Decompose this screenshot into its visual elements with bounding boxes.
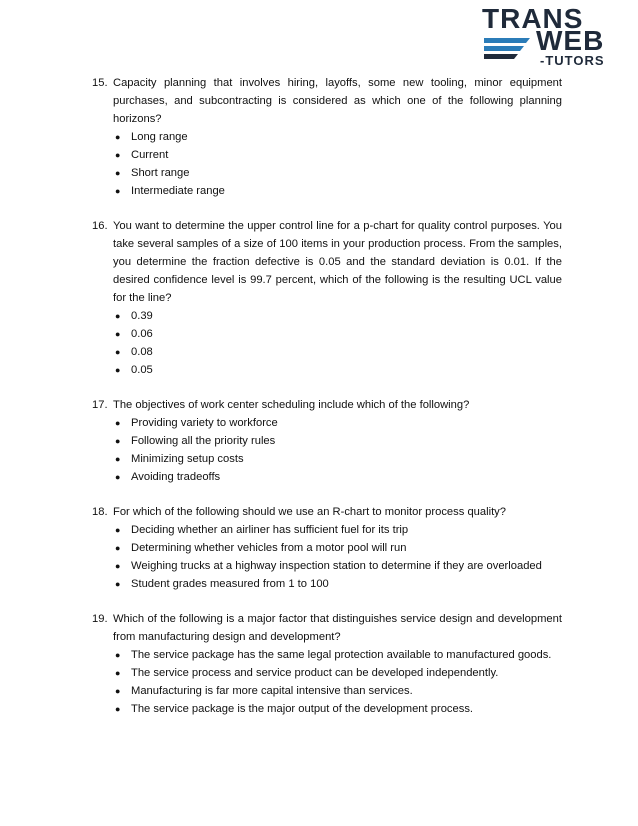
bullet-icon: ● (115, 579, 121, 589)
answer-options (92, 414, 562, 486)
answer-option-text: The service package has the same legal protection available to manufactured goods. (131, 649, 552, 661)
answer-option (113, 682, 562, 700)
bullet-icon: ● (115, 436, 121, 446)
answer-option-text: Minimizing setup costs (131, 453, 244, 465)
answer-option (113, 432, 562, 450)
bullet-icon: ● (115, 561, 121, 571)
answer-option-text: Short range (131, 167, 190, 179)
answer-option (113, 325, 562, 343)
question-number: 19. (92, 613, 108, 625)
answer-option-text: 0.05 (131, 364, 153, 376)
answer-option-text: The service package is the major output of the development process. (131, 703, 474, 715)
question-text: Capacity planning that involves hiring, layoffs, some new tooling, minor equipment purchases, and subcontracting is considered as which one of the following planning horizons? (113, 77, 562, 125)
question-17 (92, 396, 562, 486)
answer-option (113, 182, 562, 200)
answer-options (92, 521, 562, 593)
question-text: You want to determine the upper control line for a p-chart for quality control purposes. You take several samples of a size of 100 items in your production process. From the samples, you determine the fraction defective is 0.05 and the standard deviation is 0.01. If the desired confidence level is 99.7 percent, which of the following is the resulting UCL value for the line? (113, 220, 562, 304)
answer-option-text: Determining whether vehicles from a motor pool will run (131, 542, 407, 554)
bullet-icon: ● (115, 418, 121, 428)
answer-option (113, 414, 562, 432)
question-text: For which of the following should we use an R-chart to monitor process quality? (113, 506, 506, 518)
answer-option-text: Providing variety to workforce (131, 417, 278, 429)
answer-option (113, 539, 562, 557)
logo-line-2: WEB (536, 25, 605, 56)
answer-option (113, 664, 562, 682)
answer-option-text: Deciding whether an airliner has sufficient fuel for its trip (131, 524, 409, 536)
bullet-icon: ● (115, 704, 121, 714)
bullet-icon: ● (115, 168, 121, 178)
question-19 (92, 610, 562, 718)
answer-option-text: Long range (131, 131, 188, 143)
answer-option (113, 468, 562, 486)
answer-option-text: Manufacturing is far more capital intensive than services. (131, 685, 413, 697)
answer-option-text: Student grades measured from 1 to 100 (131, 578, 329, 590)
logo-line-3: -TUTORS (540, 53, 605, 68)
answer-option-text: Avoiding tradeoffs (131, 471, 221, 483)
bullet-icon: ● (115, 311, 121, 321)
answer-option (113, 521, 562, 539)
logo-line-1: TRANS (482, 3, 584, 34)
answer-option (113, 700, 562, 718)
bullet-icon: ● (115, 365, 121, 375)
bullet-icon: ● (115, 347, 121, 357)
answer-options (92, 646, 562, 718)
answer-option-text: 0.08 (131, 346, 153, 358)
bullet-icon: ● (115, 472, 121, 482)
answer-option (113, 343, 562, 361)
question-number: 17. (92, 399, 108, 411)
answer-option (113, 557, 562, 575)
question-number: 15. (92, 77, 108, 89)
answer-option (113, 146, 562, 164)
bullet-icon: ● (115, 132, 121, 142)
question-18 (92, 503, 562, 593)
question-number: 16. (92, 220, 108, 232)
answer-option-text: The service process and service product can be developed independently. (131, 667, 499, 679)
question-list (92, 74, 562, 735)
answer-option (113, 646, 562, 664)
answer-option-text: Current (131, 149, 169, 161)
question-16 (92, 217, 562, 379)
answer-option (113, 164, 562, 182)
answer-option-text: Intermediate range (131, 185, 225, 197)
question-number: 18. (92, 506, 108, 518)
answer-option (113, 307, 562, 325)
bullet-icon: ● (115, 650, 121, 660)
answer-option-text: 0.39 (131, 310, 153, 322)
bullet-icon: ● (115, 543, 121, 553)
answer-option (113, 361, 562, 379)
answer-option-text: 0.06 (131, 328, 153, 340)
question-text: The objectives of work center scheduling include which of the following? (113, 399, 470, 411)
bullet-icon: ● (115, 668, 121, 678)
logo-swoosh-icon (484, 38, 530, 59)
bullet-icon: ● (115, 329, 121, 339)
question-15 (92, 74, 562, 200)
answer-option (113, 575, 562, 593)
bullet-icon: ● (115, 686, 121, 696)
answer-option-text: Weighing trucks at a highway inspection station to determine if they are overloaded (131, 560, 542, 572)
bullet-icon: ● (115, 454, 121, 464)
transweb-tutors-logo (470, 2, 636, 68)
bullet-icon: ● (115, 186, 121, 196)
question-text: Which of the following is a major factor that distinguishes service design and development from manufacturing design and development? (113, 613, 562, 643)
answer-option (113, 128, 562, 146)
answer-option-text: Following all the priority rules (131, 435, 276, 447)
bullet-icon: ● (115, 150, 121, 160)
answer-option (113, 450, 562, 468)
answer-options (92, 128, 562, 200)
answer-options (92, 307, 562, 379)
bullet-icon: ● (115, 525, 121, 535)
